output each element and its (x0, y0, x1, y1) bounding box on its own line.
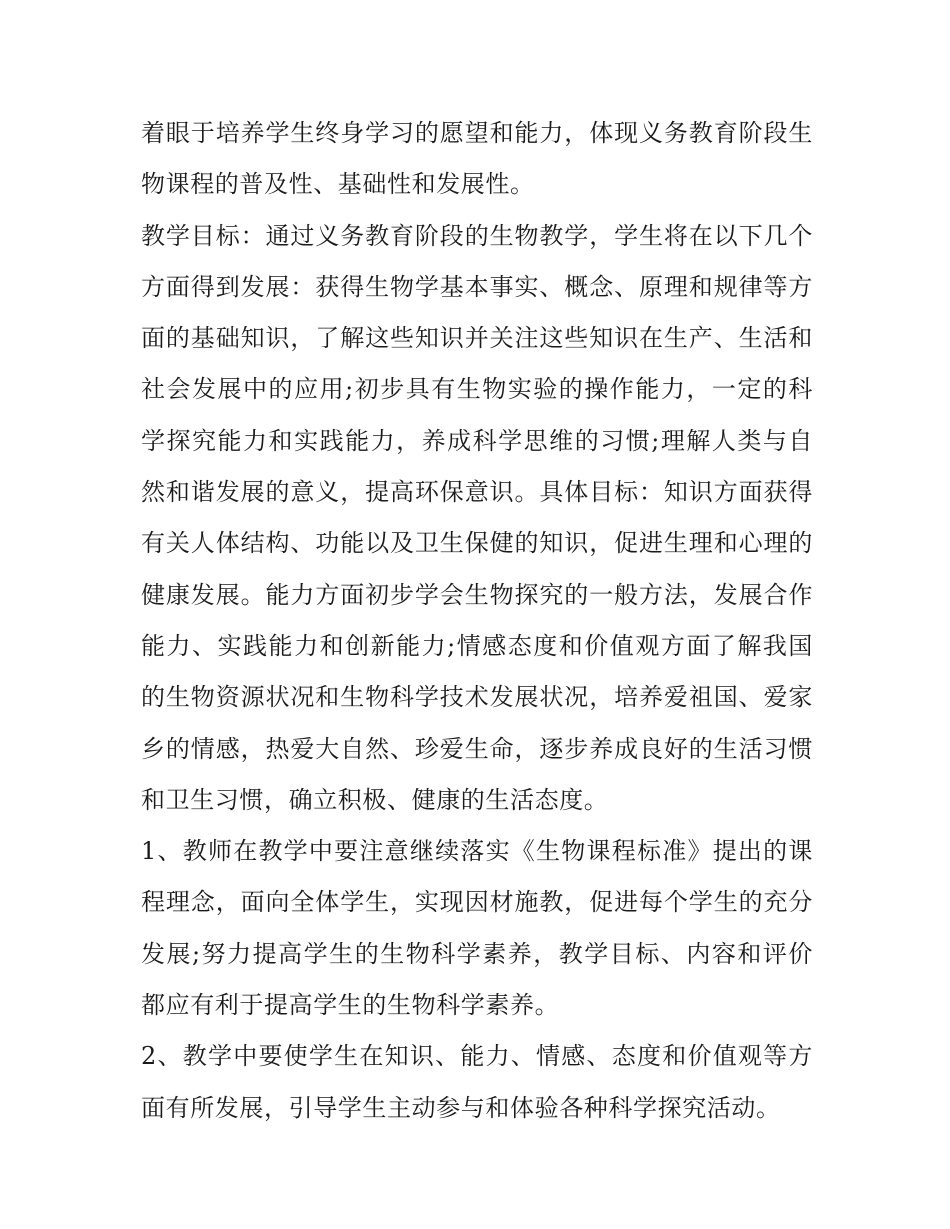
paragraph-item-1: 1、教师在教学中要注意继续落实《生物课程标准》提出的课程理念，面向全体学生，实现因材施教，促进每个学生的充分发展;努力提高学生的生物科学素养，教学目标、内容和评价都应有利于提高学生的生物科学素养。 (141, 837, 813, 1020)
document-body (141, 108, 813, 1134)
paragraph-teaching-goals: 教学目标：通过义务教育阶段的生物教学，学生将在以下几个方面得到发展：获得生物学基本事实、概念、原理和规律等方面的基础知识，了解这些知识并关注这些知识在生产、生活和社会发展中的应用;初步具有生物实验的操作能力，一定的科学探究能力和实践能力，养成科学思维的习惯;理解人类与自然和谐发展的意义，提高环保意识。具体目标：知识方面获得有关人体结构、功能以及卫生保健的知识，促进生理和心理的健康发展。能力方面初步学会生物探究的一般方法，发展合作能力、实践能力和创新能力;情感态度和价值观方面了解我国的生物资源状况和生物科学技术发展状况，培养爱祖国、爱家乡的情感，热爱大自然、珍爱生命，逐步养成良好的生活习惯和卫生习惯，确立积极、健康的生活态度。 (141, 221, 813, 814)
paragraph-item-2: 2、教学中要使学生在知识、能力、情感、态度和价值观等方面有所发展，引导学生主动参与和体验各种科学探究活动。 (141, 1042, 813, 1122)
paragraph-intro: 着眼于培养学生终身学习的愿望和能力，体现义务教育阶段生物课程的普及性、基础性和发展性。 (141, 119, 813, 199)
